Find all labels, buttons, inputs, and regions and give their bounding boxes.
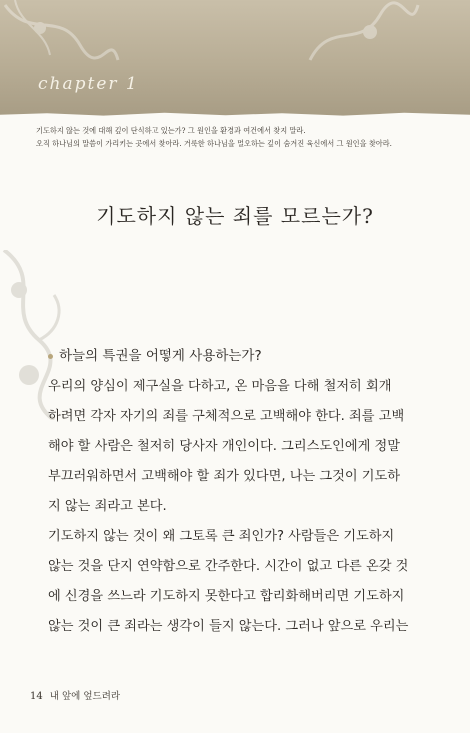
body-line: 에 신경을 쓰느라 기도하지 못한다고 합리화해버리면 기도하지 (48, 589, 405, 604)
body-line: 지 않는 죄라고 본다. (48, 499, 167, 514)
body-line: 않는 것을 단지 연약함으로 간주한다. 시간이 없고 다른 온갖 것 (48, 559, 409, 574)
body-line: 해야 할 사람은 철저히 당사자 개인이다. 그리스도인에게 정말 (48, 439, 401, 454)
book-title: 내 앞에 엎드려라 (49, 691, 121, 702)
body-line: 하려면 각자 자기의 죄를 구체적으로 고백해야 한다. 죄를 고백 (48, 409, 405, 424)
section-heading (48, 344, 262, 364)
page-number: 14 (30, 691, 43, 702)
body-line: 않는 것이 큰 죄라는 생각이 들지 않는다. 그러나 앞으로 우리는 (48, 619, 409, 634)
body-line: 부끄러워하면서 고백해야 할 죄가 있다면, 나는 그것이 기도하 (48, 469, 401, 484)
chapter-label: chapter 1 (38, 74, 139, 94)
intro-line: 기도하지 않는 것에 대해 깊이 단식하고 있는가? 그 원인을 환경과 여건에서 찾지 말라. (36, 126, 306, 135)
body-line: 기도하지 않는 것이 왜 그토록 큰 죄인가? 사람들은 기도하지 (48, 529, 395, 544)
bullet-icon (48, 354, 53, 359)
chapter-title: 기도하지 않는 죄를 모르는가? (96, 204, 374, 228)
flourish-ornament-icon (300, 0, 420, 70)
torn-edge (0, 110, 470, 118)
page-footer (30, 688, 120, 702)
flourish-ornament-icon (0, 0, 120, 70)
chapter-intro (36, 124, 441, 150)
section-heading-text: 하늘의 특권을 어떻게 사용하는가? (59, 348, 262, 364)
chapter-header-band (0, 0, 470, 118)
intro-line: 오직 하나님의 말씀이 가리키는 곳에서 찾아라. 거룩한 하나님을 멀오하는 깊이 숨겨진 육신에서 그 원인을 찾아라. (36, 139, 392, 148)
body-text (48, 372, 438, 642)
body-line: 우리의 양심이 제구실을 다하고, 온 마음을 다해 철저히 회개 (48, 379, 392, 394)
